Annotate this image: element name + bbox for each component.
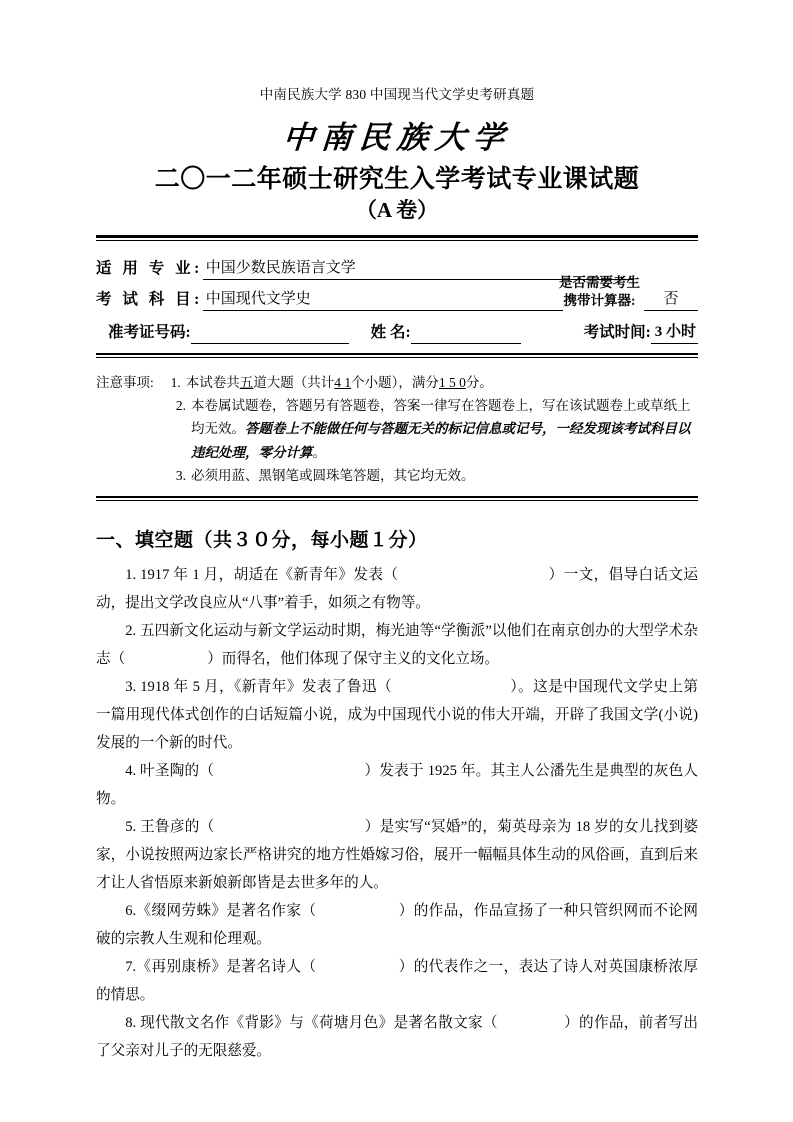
question-3-before: 1918 年 5 月，《新青年》发表了鲁迅（ <box>140 679 392 696</box>
notice-body-3: 必须用蓝、黑钢笔或圆珠笔答题，其它均无效。 <box>191 467 475 483</box>
question-item <box>96 617 698 673</box>
notice-1-part-4: 个小题），满分 <box>351 375 439 390</box>
question-6-number: 6. <box>125 903 137 920</box>
notice-2-warning-text: 答题卷上不能做任何与答题无关的标记信息或记号，一经发现该考试科目以违纪处理，零分计算 <box>191 421 691 460</box>
question-7-before: 《再别康桥》是著名诗人（ <box>136 959 317 976</box>
notice-number-3: 3. <box>175 467 186 483</box>
calculator-label-line1: 是否需要考生 <box>559 275 640 291</box>
page-content <box>96 0 698 1065</box>
exam-main-title: 二〇一二年硕士研究生入学考试专业课试题 <box>154 165 640 193</box>
notice-1-part-3: 4 1 <box>334 375 352 390</box>
notice-body-2 <box>191 394 698 464</box>
name-input[interactable] <box>411 325 521 344</box>
calculator-label <box>559 274 640 311</box>
major-value[interactable]: 中国少数民族语言文学 <box>203 256 633 280</box>
question-1-before: 1917 年 1 月，胡适在《新青年》发表（ <box>140 567 399 584</box>
question-3-number: 3. <box>125 679 137 696</box>
form-divider <box>96 353 698 358</box>
question-4-before: 叶圣陶的（ <box>140 763 215 780</box>
question-item <box>96 1009 698 1065</box>
question-7-number: 7. <box>125 959 137 976</box>
calculator-field <box>559 274 698 311</box>
question-item <box>96 897 698 953</box>
question-2-before: 五四新文化运动与新文学运动时期，梅光迪等“学衡派”以他们在南京创办的大型学术杂志（ <box>96 623 698 668</box>
question-item <box>96 757 698 813</box>
subject-row <box>96 275 698 311</box>
notices-title: 注意事项: <box>96 375 154 390</box>
notice-2-part-2: 。 <box>312 444 326 460</box>
notice-number-1: 1. <box>170 375 181 390</box>
question-1-after: ）一文，倡导白话文运动，提出文学改良应从“八事”着手，如须之有物等。 <box>96 567 698 612</box>
question-6-before: 《缀网劳蛛》是著名作家（ <box>136 903 317 920</box>
question-2-number: 2. <box>125 623 137 640</box>
duration-value: 3 小时 <box>651 320 698 344</box>
exam-paper-version: （A 卷） <box>355 197 439 222</box>
question-6-after: ）的作品，作品宣扬了一种只管织网而不论网破的宗教人生观和伦理观。 <box>96 903 698 948</box>
question-8-number: 8. <box>125 1015 137 1032</box>
question-5-after: ）是实写“冥婚”的，菊英母亲为 18 岁的女儿找到婆家，小说按照两边家长严格讲究的地方性婚嫁习俗，展开一幅幅具体生动的风俗画，直到后来才让人省悟原来新娘新郎皆是去世多年的人。 <box>96 819 698 892</box>
university-name-title: 中南民族大学 <box>281 119 513 155</box>
notice-1-part-6: 分。 <box>465 375 493 390</box>
notice-1-part-0: 本试卷共 <box>185 375 240 390</box>
notice-item-1 <box>96 371 698 394</box>
question-8-before: 现代散文名作《背影》与《荷塘月色》是著名散文家（ <box>140 1015 498 1032</box>
duration-label: 考试时间: <box>583 324 651 341</box>
notices-divider <box>96 496 698 501</box>
question-5-number: 5. <box>125 819 137 836</box>
question-3-after: ）。这是中国现代文学史上第一篇用现代体式创作的白话短篇小说，成为中国现代小说的伟大开端，开辟了我国文学(小说)发展的一个新的时代。 <box>96 679 699 752</box>
calculator-value[interactable]: 否 <box>644 287 698 311</box>
question-4-after: ）发表于 1925 年。其主人公潘先生是典型的灰色人物。 <box>96 763 698 808</box>
question-7-after: ）的代表作之一，表达了诗人对英国康桥浓厚的情思。 <box>96 959 698 1004</box>
notice-1-part-1: 五 <box>239 375 254 390</box>
question-list <box>96 561 698 1065</box>
notice-1-part-5: 1 5 0 <box>438 375 466 390</box>
notice-item-2 <box>96 394 698 464</box>
question-5-before: 王鲁彦的（ <box>140 819 215 836</box>
header-divider-top <box>96 235 698 241</box>
document-header-line: 中南民族大学 830 中国现当代文学史考研真题 <box>259 87 535 102</box>
notice-number-2: 2. <box>175 398 186 414</box>
question-2-after: ）而得名，他们体现了保守主义的文化立场。 <box>207 651 500 668</box>
exam-notices <box>96 371 698 487</box>
admission-number-label: 准考证号码: <box>108 324 191 341</box>
name-label: 姓 名: <box>370 324 411 341</box>
subject-value[interactable]: 中国现代文学史 <box>203 287 563 311</box>
subject-label: 考 试 科 目: <box>96 291 203 308</box>
exam-info-form <box>96 256 698 344</box>
notice-body-1 <box>186 371 698 394</box>
notice-1-part-2: 道大题（共计 <box>253 375 335 390</box>
question-item <box>96 953 698 1009</box>
question-4-number: 4. <box>125 763 137 780</box>
question-1-number: 1. <box>125 567 137 584</box>
calculator-label-line2: 携带计算器: <box>563 292 636 308</box>
admission-number-input[interactable] <box>191 325 349 344</box>
question-item <box>96 813 698 897</box>
major-label: 适 用 专 业: <box>96 260 203 277</box>
notice-2-part-0: 本卷属试题卷，答题另有答题卷，答案一律写在答题卷上，写在该试题卷上或草纸上均无效。 <box>191 398 691 437</box>
question-8-after: ）的作品，前者写出了父亲对儿子的无限慈爱。 <box>96 1015 698 1060</box>
section-heading-fill-in-blanks: 一、填空题（共３０分，每小题１分） <box>96 530 428 552</box>
candidate-row <box>96 320 698 344</box>
question-item <box>96 673 698 757</box>
notice-item-3 <box>96 464 698 487</box>
question-item <box>96 561 698 617</box>
